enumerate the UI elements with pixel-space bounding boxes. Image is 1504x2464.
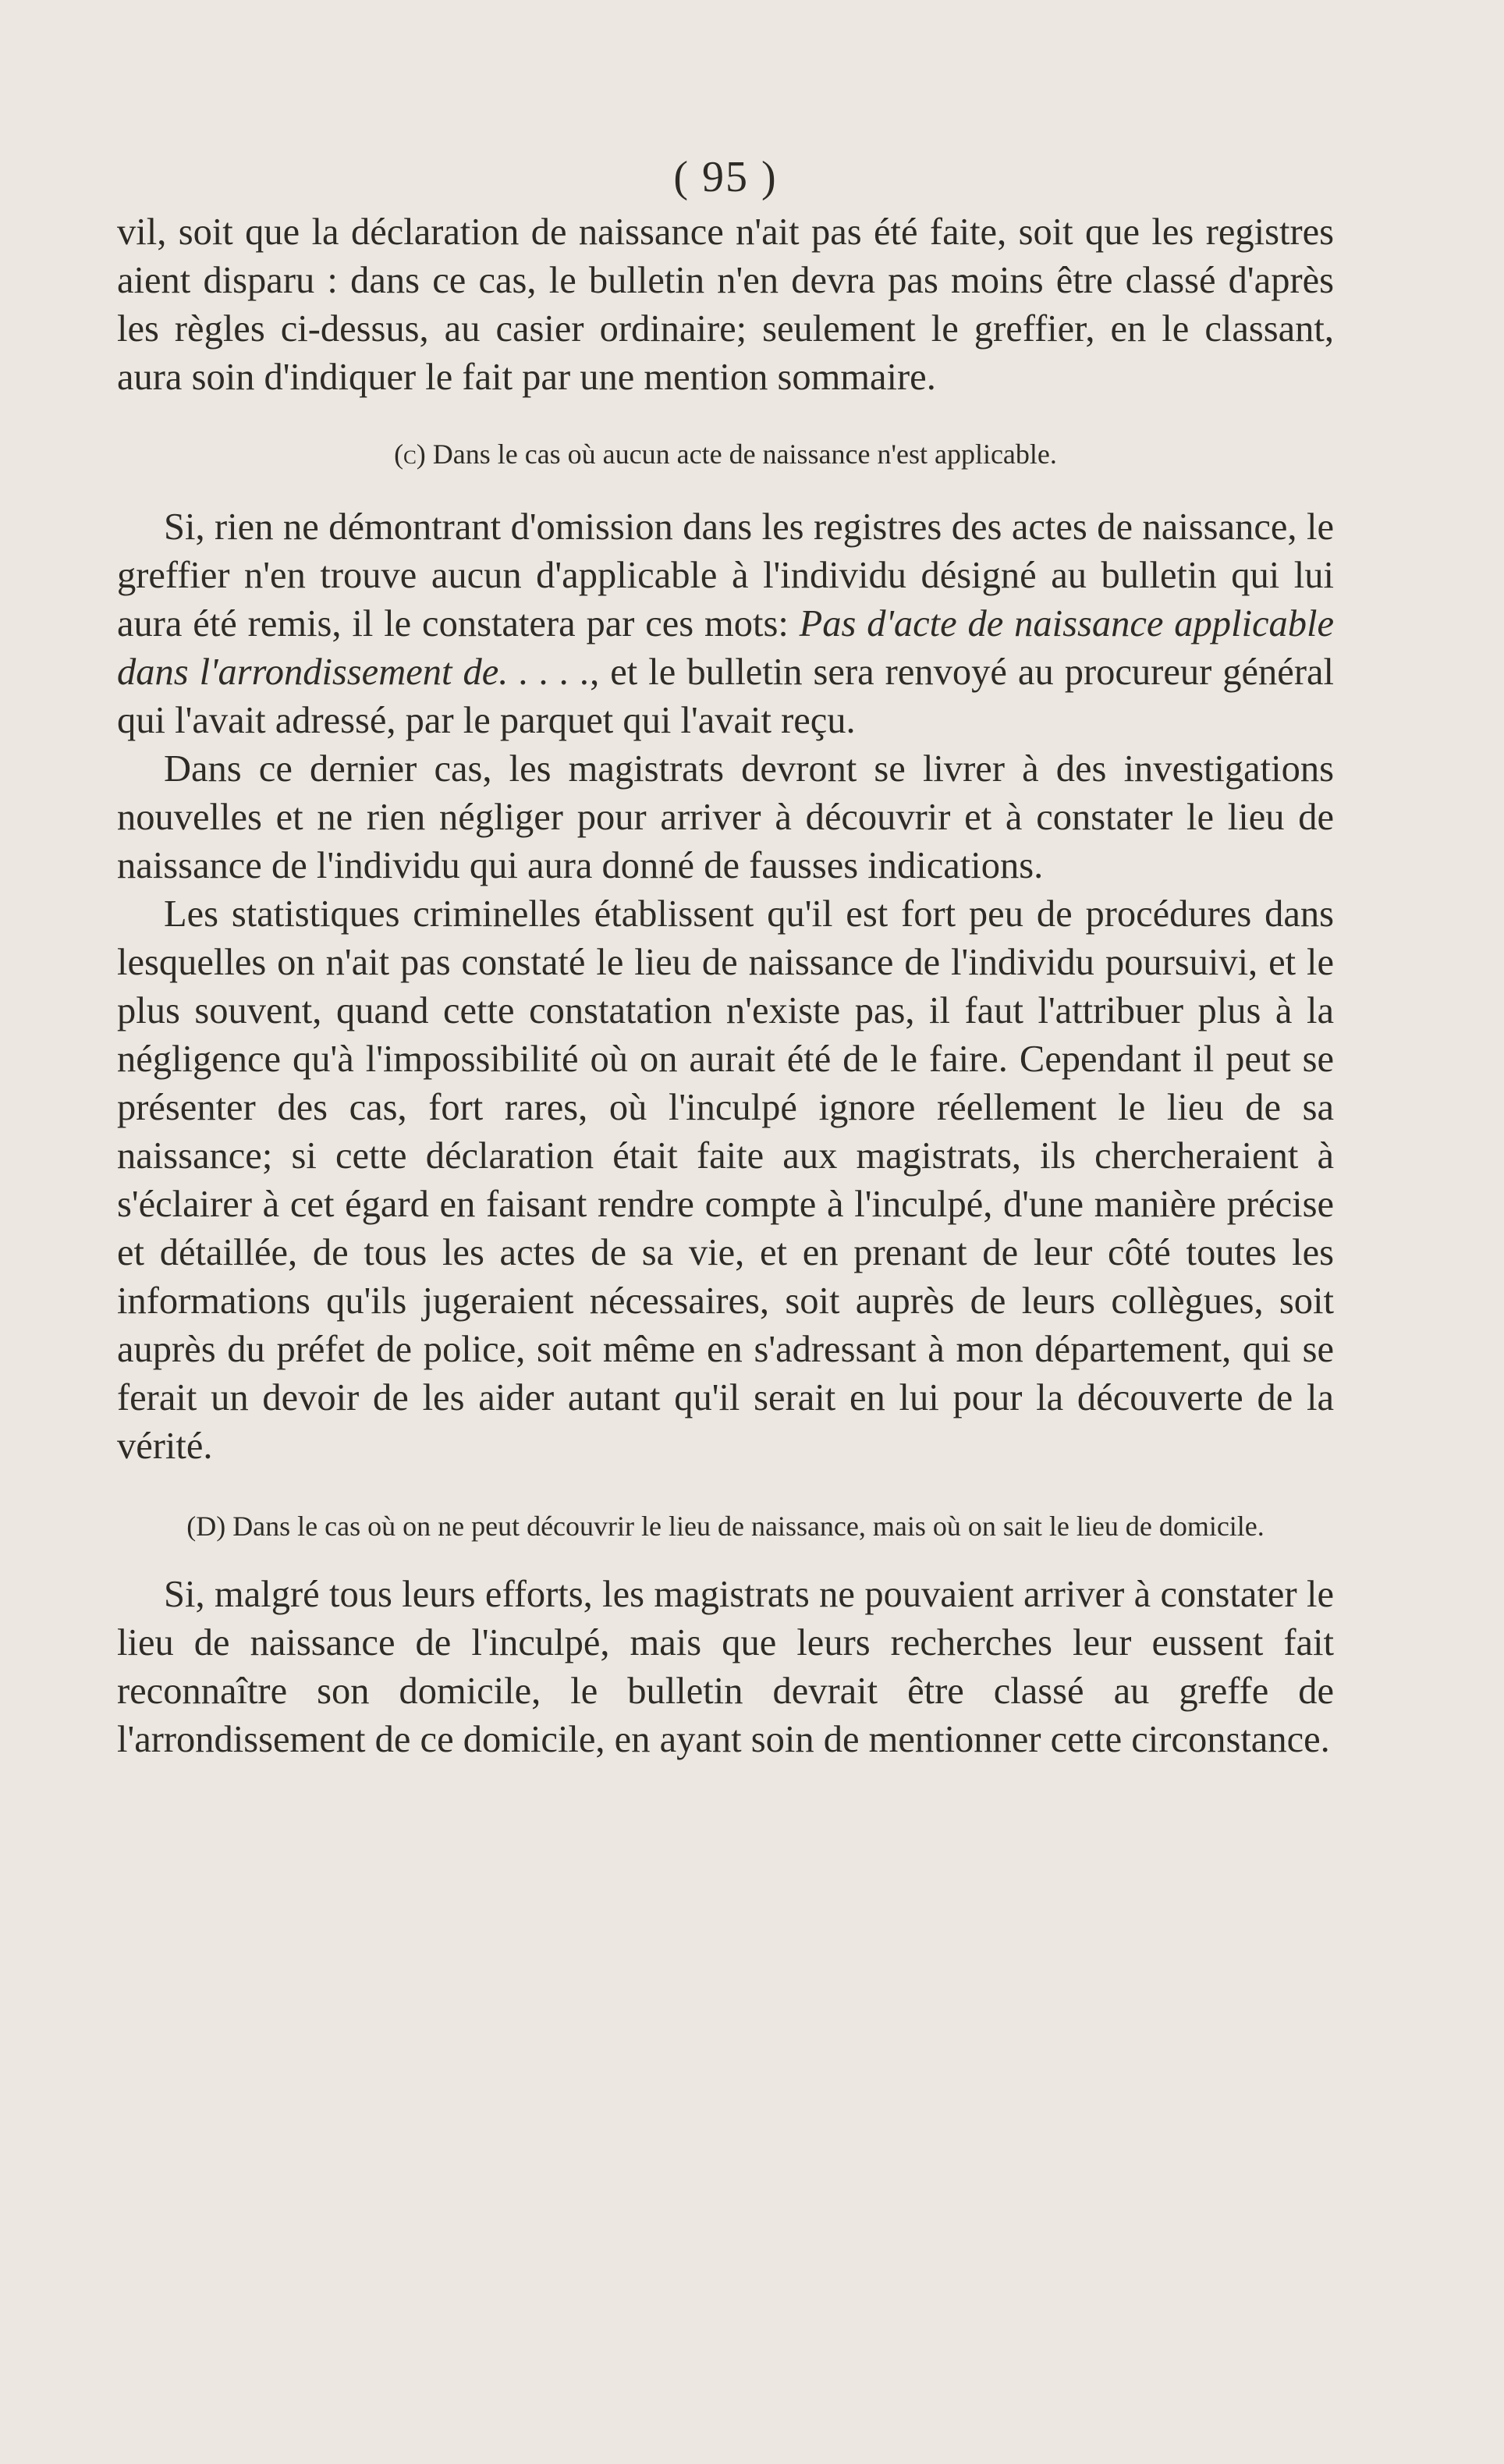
document-page xyxy=(117,152,1334,1764)
note-d-tag: (D) xyxy=(186,1511,226,1542)
paragraph-2-italic: Pas d'acte de naissance applicable dans l'arrondissement de. . . . . xyxy=(117,603,1334,693)
page-number: ( 95 ) xyxy=(673,153,778,201)
paragraph-2-start: Si, rien ne démontrant d'omission dans les registres des actes de naissance, le greffier n'en trouve aucun d'applicable à l'individu désigné au bulletin qui lui aura été remis, il le constatera par ces mots: xyxy=(117,506,1334,644)
paragraph-3: Dans ce dernier cas, les magistrats devront se livrer à des investigations nouvelles et ne rien négliger pour arriver à découvrir et à constater le lieu de naissance de l'individu qui aura donné de fausses indications. xyxy=(117,748,1334,886)
note-c xyxy=(117,402,1334,503)
paragraph-2-end: , et le bulletin sera renvoyé au procureur général qui l'avait adressé, par le parquet qui l'avait reçu. xyxy=(117,652,1334,741)
paragraph-5: Si, malgré tous leurs efforts, les magistrats ne pouvaient arriver à constater le lieu de naissance de l'inculpé, mais que leurs recherches leur eussent fait reconnaître son domicile, le bulletin devrait être classé au greffe de l'arrondissement de ce domicile, en ayant soin de mentionner cette circonstance. xyxy=(117,1574,1334,1760)
note-c-text: Dans le cas où aucun acte de naissance n'est applicable. xyxy=(432,438,1057,470)
note-d-text: Dans le cas où on ne peut découvrir le lieu de naissance, mais où on sait le lieu de domicile. xyxy=(232,1511,1265,1542)
note-d xyxy=(117,1471,1334,1571)
paragraph-4: Les statistiques criminelles établissent qu'il est fort peu de procédures dans lesquelles on n'ait pas constaté le lieu de naissance de l'individu poursuivi, et le plus souvent, quand cette constatation n'existe pas, il faut l'attribuer plus à la négligence qu'à l'impossibilité où on aurait été de le faire. Cependant il peut se présenter des cas, fort rares, où l'inculpé ignore réellement le lieu de sa naissance; si cette déclaration était faite aux magistrats, ils chercheraient à s'éclairer à cet égard en faisant rendre compte à l'inculpé, d'une manière précise et détaillée, de tous les actes de sa vie, et en prenant de leur côté toutes les informations qu'ils jugeraient nécessaires, soit auprès de leurs collègues, soit auprès du préfet de police, soit même en s'adressant à mon département, qui se ferait un devoir de les aider autant qu'il serait en lui pour la découverte de la vérité. xyxy=(117,893,1334,1467)
note-c-tag: (c) xyxy=(394,438,426,470)
paragraph-2 xyxy=(117,503,1334,745)
paragraph-1: vil, soit que la déclaration de naissance n'ait pas été faite, soit que les registres aient disparu : dans ce cas, le bulletin n'en devra pas moins être classé d'après les règles ci-dessus, au casier ordinaire; seulement le greffier, en le classant, aura soin d'indiquer le fait par une mention sommaire. xyxy=(117,211,1334,398)
